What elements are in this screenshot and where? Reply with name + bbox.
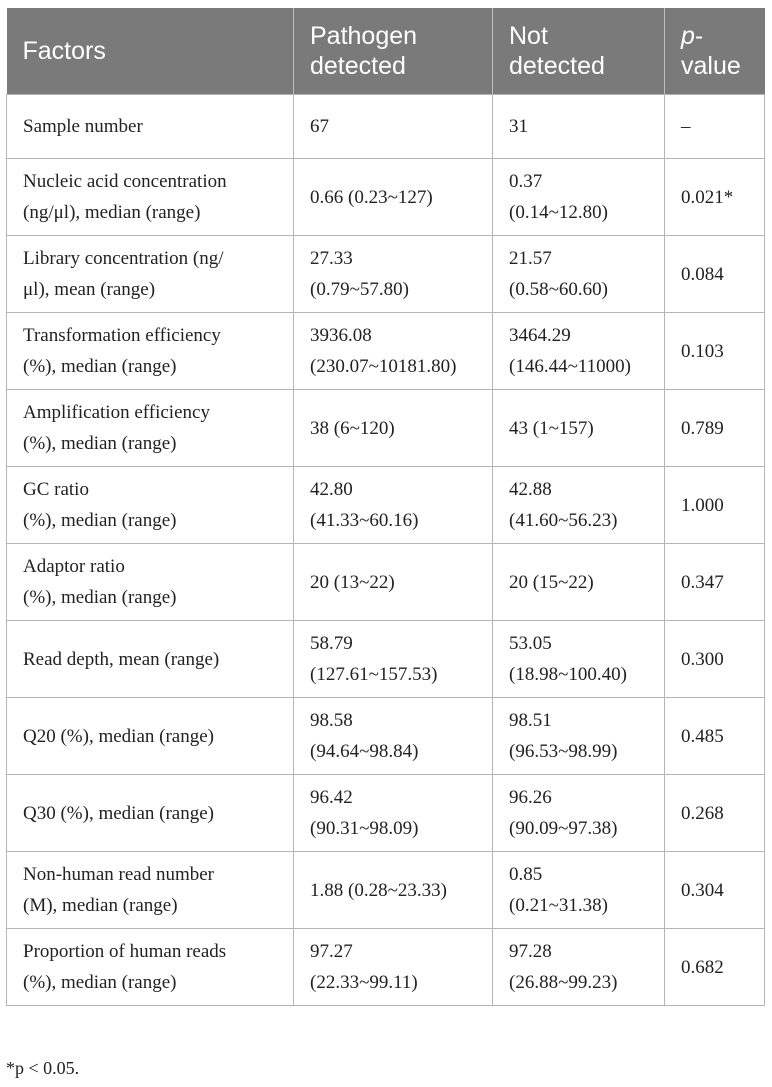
cell-not-detected-line: (96.53~98.99) bbox=[509, 741, 618, 762]
cell-factor-line: Nucleic acid concentration bbox=[23, 171, 227, 192]
cell-factor bbox=[7, 390, 294, 467]
cell-p-value-text: 0.103 bbox=[681, 340, 724, 362]
cell-pathogen-detected bbox=[294, 159, 493, 236]
cell-p-value bbox=[665, 159, 765, 236]
cell-pathogen-detected bbox=[294, 621, 493, 698]
cell-not-detected-line: (90.09~97.38) bbox=[509, 818, 618, 839]
cell-not-detected-line: 98.51 bbox=[509, 710, 552, 731]
cell-p-value-text: 0.485 bbox=[681, 725, 724, 747]
cell-not-detected bbox=[493, 467, 665, 544]
cell-not-detected-line: 20 (15~22) bbox=[509, 571, 594, 593]
cell-factor-line: Q30 (%), median (range) bbox=[23, 802, 214, 824]
cell-pathogen-detected-line: 20 (13~22) bbox=[310, 571, 395, 593]
cell-p-value bbox=[665, 390, 765, 467]
cell-pathogen-detected bbox=[294, 313, 493, 390]
cell-pathogen-detected-line: 0.66 (0.23~127) bbox=[310, 186, 433, 208]
cell-not-detected bbox=[493, 929, 665, 1006]
cell-factor-line: Transformation efficiency bbox=[23, 325, 221, 346]
cell-not-detected-line: 43 (1~157) bbox=[509, 417, 594, 439]
cell-not-detected-line: (0.14~12.80) bbox=[509, 202, 608, 223]
table-row bbox=[7, 544, 765, 621]
cell-factor bbox=[7, 698, 294, 775]
cell-p-value bbox=[665, 929, 765, 1006]
cell-pathogen-detected bbox=[294, 698, 493, 775]
cell-not-detected-line: 53.05 bbox=[509, 633, 552, 654]
cell-factor-line: (ng/μl), median (range) bbox=[23, 202, 201, 223]
cell-factor bbox=[7, 95, 294, 159]
cell-pathogen-detected-line: (41.33~60.16) bbox=[310, 510, 419, 531]
cell-pathogen-detected-line: 27.33 bbox=[310, 248, 353, 269]
cell-not-detected bbox=[493, 544, 665, 621]
cell-pathogen-detected-line: (22.33~99.11) bbox=[310, 972, 418, 993]
cell-p-value-text: 0.021* bbox=[681, 186, 734, 208]
table-row bbox=[7, 852, 765, 929]
cell-pathogen-detected bbox=[294, 95, 493, 159]
cell-not-detected bbox=[493, 621, 665, 698]
cell-factor-line: (%), median (range) bbox=[23, 433, 177, 454]
cell-pathogen-detected-line: 42.80 bbox=[310, 479, 353, 500]
cell-factor bbox=[7, 544, 294, 621]
cell-pathogen-detected-line: (94.64~98.84) bbox=[310, 741, 419, 762]
cell-not-detected-line: 97.28 bbox=[509, 941, 552, 962]
table-row bbox=[7, 390, 765, 467]
table-row bbox=[7, 775, 765, 852]
cell-not-detected-line: 3464.29 bbox=[509, 325, 571, 346]
cell-factor bbox=[7, 236, 294, 313]
cell-not-detected-line: (0.58~60.60) bbox=[509, 279, 608, 300]
header-p-italic: p bbox=[681, 22, 695, 50]
cell-factor bbox=[7, 775, 294, 852]
cell-pathogen-detected-line: (0.79~57.80) bbox=[310, 279, 409, 300]
cell-factor-line: μl), mean (range) bbox=[23, 279, 156, 300]
cell-factor bbox=[7, 159, 294, 236]
cell-pathogen-detected-line: 1.88 (0.28~23.33) bbox=[310, 879, 447, 901]
cell-factor-line: Sample number bbox=[23, 116, 143, 137]
cell-pathogen-detected-line: (90.31~98.09) bbox=[310, 818, 419, 839]
cell-pathogen-detected-line: 96.42 bbox=[310, 787, 353, 808]
cell-pathogen-detected bbox=[294, 236, 493, 313]
header-factors-line: Factors bbox=[22, 37, 106, 65]
cell-pathogen-detected-line: 97.27 bbox=[310, 941, 353, 962]
cell-pathogen-detected bbox=[294, 390, 493, 467]
table-row bbox=[7, 159, 765, 236]
cell-not-detected-line: (146.44~11000) bbox=[509, 356, 631, 377]
cell-pathogen-detected-line: 3936.08 bbox=[310, 325, 372, 346]
table-footnote bbox=[6, 1058, 79, 1079]
cell-pathogen-detected-line: 58.79 bbox=[310, 633, 353, 654]
cell-not-detected bbox=[493, 852, 665, 929]
cell-pathogen-detected-line: (127.61~157.53) bbox=[310, 664, 438, 685]
cell-not-detected-line: 31 bbox=[509, 116, 528, 137]
cell-factor bbox=[7, 467, 294, 544]
cell-p-value bbox=[665, 544, 765, 621]
header-p-dash: - bbox=[694, 22, 704, 50]
cell-not-detected bbox=[493, 698, 665, 775]
cell-p-value bbox=[665, 467, 765, 544]
header-not-line-1: Not bbox=[509, 22, 548, 50]
cell-not-detected-line: (41.60~56.23) bbox=[509, 510, 618, 531]
cell-p-value-text: 0.300 bbox=[681, 648, 724, 670]
table-row bbox=[7, 698, 765, 775]
cell-pathogen-detected bbox=[294, 929, 493, 1006]
cell-p-value-text: 0.682 bbox=[681, 956, 724, 978]
comparison-table bbox=[6, 8, 765, 1006]
cell-factor-line: (%), median (range) bbox=[23, 510, 177, 531]
cell-factor bbox=[7, 313, 294, 390]
table-header bbox=[7, 8, 765, 95]
cell-factor-line: GC ratio bbox=[23, 479, 89, 500]
cell-not-detected-line: (0.21~31.38) bbox=[509, 895, 608, 916]
header-factors bbox=[7, 8, 294, 95]
cell-not-detected-line: (26.88~99.23) bbox=[509, 972, 618, 993]
cell-pathogen-detected bbox=[294, 467, 493, 544]
table-row bbox=[7, 467, 765, 544]
cell-not-detected bbox=[493, 775, 665, 852]
cell-factor-line: (%), median (range) bbox=[23, 972, 177, 993]
cell-factor-line: (M), median (range) bbox=[23, 895, 178, 916]
cell-factor-line: Adaptor ratio bbox=[23, 556, 125, 577]
cell-factor bbox=[7, 621, 294, 698]
table-row bbox=[7, 236, 765, 313]
cell-factor-line: Proportion of human reads bbox=[23, 941, 227, 962]
cell-pathogen-detected bbox=[294, 775, 493, 852]
cell-factor-line: (%), median (range) bbox=[23, 356, 177, 377]
cell-p-value-text: 0.789 bbox=[681, 417, 724, 439]
cell-p-value bbox=[665, 852, 765, 929]
cell-not-detected bbox=[493, 159, 665, 236]
cell-factor-line: Amplification efficiency bbox=[23, 402, 210, 423]
cell-not-detected bbox=[493, 313, 665, 390]
cell-p-value-text: 0.268 bbox=[681, 802, 724, 824]
header-p-value bbox=[665, 8, 765, 95]
cell-pathogen-detected bbox=[294, 544, 493, 621]
cell-p-value bbox=[665, 775, 765, 852]
cell-pathogen-detected bbox=[294, 852, 493, 929]
cell-not-detected bbox=[493, 390, 665, 467]
cell-p-value bbox=[665, 621, 765, 698]
table-body bbox=[7, 95, 765, 1006]
cell-not-detected-line: 0.85 bbox=[509, 864, 543, 885]
table-row bbox=[7, 313, 765, 390]
cell-p-value-text: 1.000 bbox=[681, 494, 724, 516]
cell-not-detected-line: 42.88 bbox=[509, 479, 552, 500]
cell-p-value-text: 0.084 bbox=[681, 263, 724, 285]
cell-not-detected-line: 21.57 bbox=[509, 248, 552, 269]
header-not-line-2: detected bbox=[509, 52, 605, 80]
data-table-container bbox=[6, 8, 764, 1006]
header-pathogen-detected bbox=[294, 8, 493, 95]
table-row bbox=[7, 929, 765, 1006]
cell-pathogen-detected-line: (230.07~10181.80) bbox=[310, 356, 457, 377]
cell-not-detected bbox=[493, 95, 665, 159]
cell-factor bbox=[7, 852, 294, 929]
header-not-detected bbox=[493, 8, 665, 95]
cell-pathogen-detected-line: 98.58 bbox=[310, 710, 353, 731]
cell-p-value bbox=[665, 313, 765, 390]
cell-p-value bbox=[665, 698, 765, 775]
footnote-text: *p < 0.05. bbox=[6, 1058, 80, 1078]
cell-not-detected-line: (18.98~100.40) bbox=[509, 664, 627, 685]
table-row bbox=[7, 95, 765, 159]
cell-pathogen-detected-line: 67 bbox=[310, 116, 329, 137]
header-row bbox=[7, 8, 765, 95]
table-row bbox=[7, 621, 765, 698]
cell-p-value-text: 0.304 bbox=[681, 879, 724, 901]
header-p-value-word: value bbox=[681, 52, 741, 80]
cell-not-detected-line: 96.26 bbox=[509, 787, 552, 808]
header-pathogen-line-2: detected bbox=[310, 52, 406, 80]
cell-not-detected bbox=[493, 236, 665, 313]
cell-pathogen-detected-line: 38 (6~120) bbox=[310, 417, 395, 439]
cell-p-value-text: 0.347 bbox=[681, 571, 724, 593]
cell-factor-line: Non-human read number bbox=[23, 864, 214, 885]
cell-factor-line: Library concentration (ng/ bbox=[23, 248, 224, 269]
cell-factor-line: Q20 (%), median (range) bbox=[23, 725, 214, 747]
cell-p-value bbox=[665, 95, 765, 159]
cell-p-value-text: – bbox=[681, 116, 691, 137]
cell-not-detected-line: 0.37 bbox=[509, 171, 543, 192]
cell-p-value bbox=[665, 236, 765, 313]
header-pathogen-line-1: Pathogen bbox=[310, 22, 418, 50]
cell-factor-line: Read depth, mean (range) bbox=[23, 648, 220, 670]
cell-factor-line: (%), median (range) bbox=[23, 587, 177, 608]
cell-factor bbox=[7, 929, 294, 1006]
